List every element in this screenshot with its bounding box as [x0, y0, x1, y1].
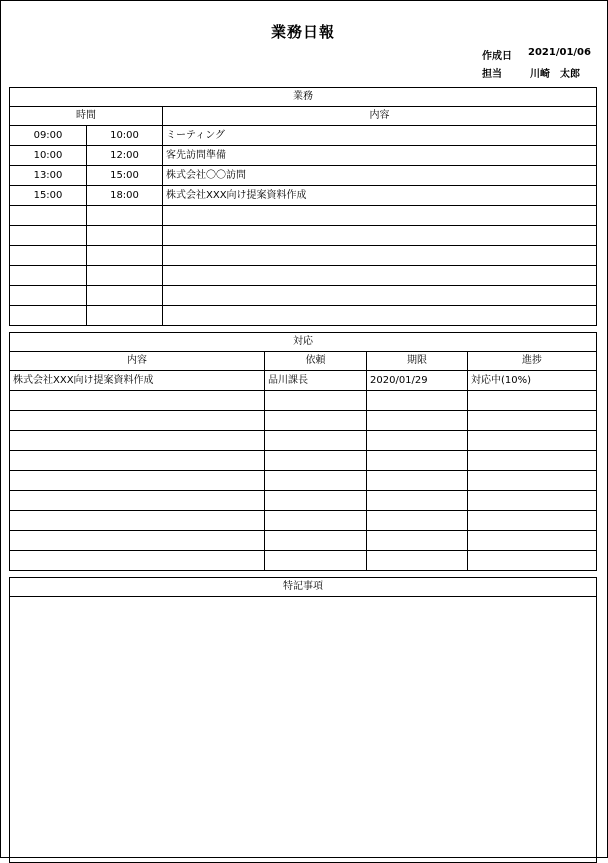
task-end-time[interactable]: [87, 266, 163, 286]
task-end-time[interactable]: 10:00: [87, 126, 163, 146]
action-requester[interactable]: [265, 391, 367, 411]
task-end-time[interactable]: [87, 226, 163, 246]
action-requester[interactable]: [265, 411, 367, 431]
page-title: 業務日報: [270, 23, 335, 41]
progress-header: 進捗: [468, 352, 597, 371]
notes-row: [10, 597, 597, 863]
task-end-time[interactable]: [87, 286, 163, 306]
action-progress[interactable]: [468, 511, 597, 531]
action-deadline[interactable]: [367, 411, 468, 431]
action-row: [10, 431, 597, 451]
action-content[interactable]: [10, 451, 265, 471]
task-start-time[interactable]: 10:00: [10, 146, 87, 166]
notes-section-row: [10, 578, 597, 597]
action-requester[interactable]: [265, 431, 367, 451]
person-value: 川崎 太郎: [530, 69, 580, 80]
action-row: [10, 391, 597, 411]
task-end-time[interactable]: [87, 246, 163, 266]
action-requester[interactable]: [265, 451, 367, 471]
task-content[interactable]: [163, 246, 597, 266]
action-content[interactable]: [10, 531, 265, 551]
task-start-time[interactable]: 13:00: [10, 166, 87, 186]
action-content[interactable]: 株式会社XXX向け提案資料作成: [10, 371, 265, 391]
tasks-section-row: [10, 88, 597, 107]
task-content[interactable]: [163, 266, 597, 286]
action-deadline[interactable]: [367, 491, 468, 511]
task-end-time[interactable]: 12:00: [87, 146, 163, 166]
task-row: [10, 126, 597, 146]
task-content[interactable]: ミーティング: [163, 126, 597, 146]
date-label: 作成日: [482, 51, 512, 62]
task-row: [10, 166, 597, 186]
action-deadline[interactable]: [367, 511, 468, 531]
action-progress[interactable]: [468, 451, 597, 471]
action-row: [10, 451, 597, 471]
action-requester[interactable]: [265, 471, 367, 491]
deadline-header: 期限: [367, 352, 468, 371]
task-end-time[interactable]: 15:00: [87, 166, 163, 186]
tasks-table: [9, 87, 597, 326]
task-end-time[interactable]: [87, 206, 163, 226]
action-content[interactable]: [10, 411, 265, 431]
notes-body[interactable]: [10, 597, 597, 863]
action-deadline[interactable]: [367, 451, 468, 471]
content-header: 内容: [163, 107, 597, 126]
task-content[interactable]: [163, 306, 597, 326]
task-start-time[interactable]: 09:00: [10, 126, 87, 146]
action-content-header: 内容: [10, 352, 265, 371]
task-start-time[interactable]: [10, 266, 87, 286]
task-row: [10, 286, 597, 306]
action-progress[interactable]: [468, 491, 597, 511]
action-progress[interactable]: [468, 431, 597, 451]
task-start-time[interactable]: 15:00: [10, 186, 87, 206]
action-content[interactable]: [10, 391, 265, 411]
task-row: [10, 246, 597, 266]
action-row: [10, 371, 597, 391]
action-requester[interactable]: [265, 511, 367, 531]
notes-table: [9, 577, 597, 863]
actions-section-row: [10, 333, 597, 352]
action-row: [10, 411, 597, 431]
person-label: 担当: [482, 69, 502, 80]
task-content[interactable]: [163, 286, 597, 306]
action-row: [10, 551, 597, 571]
task-content[interactable]: [163, 206, 597, 226]
task-start-time[interactable]: [10, 206, 87, 226]
task-row: [10, 186, 597, 206]
action-deadline[interactable]: 2020/01/29: [367, 371, 468, 391]
action-progress[interactable]: [468, 531, 597, 551]
action-row: [10, 511, 597, 531]
action-requester[interactable]: [265, 531, 367, 551]
notes-section-label: 特記事項: [10, 578, 597, 597]
action-requester[interactable]: [265, 491, 367, 511]
actions-section-label: 対応: [10, 333, 597, 352]
action-progress[interactable]: 対応中(10%): [468, 371, 597, 391]
actions-header-row: [10, 352, 597, 371]
date-value: 2021/01/06: [528, 47, 591, 58]
action-row: [10, 531, 597, 551]
time-header: 時間: [10, 107, 163, 126]
requester-header: 依頼: [265, 352, 367, 371]
task-content[interactable]: [163, 226, 597, 246]
task-start-time[interactable]: [10, 286, 87, 306]
action-deadline[interactable]: [367, 551, 468, 571]
task-content[interactable]: 客先訪問準備: [163, 146, 597, 166]
tasks-section-label: 業務: [10, 88, 597, 107]
task-start-time[interactable]: [10, 306, 87, 326]
action-progress[interactable]: [468, 391, 597, 411]
action-content[interactable]: [10, 491, 265, 511]
action-progress[interactable]: [468, 551, 597, 571]
task-content[interactable]: 株式会社XXX向け提案資料作成: [163, 186, 597, 206]
task-end-time[interactable]: [87, 306, 163, 326]
task-row: [10, 306, 597, 326]
action-deadline[interactable]: [367, 531, 468, 551]
action-deadline[interactable]: [367, 471, 468, 491]
action-row: [10, 471, 597, 491]
task-row: [10, 146, 597, 166]
task-row: [10, 226, 597, 246]
task-start-time[interactable]: [10, 246, 87, 266]
action-row: [10, 491, 597, 511]
action-progress[interactable]: [468, 471, 597, 491]
task-content[interactable]: 株式会社〇〇訪問: [163, 166, 597, 186]
action-content[interactable]: [10, 551, 265, 571]
action-deadline[interactable]: [367, 431, 468, 451]
action-content[interactable]: [10, 511, 265, 531]
task-start-time[interactable]: [10, 226, 87, 246]
action-requester[interactable]: [265, 551, 367, 571]
task-row: [10, 206, 597, 226]
task-row: [10, 266, 597, 286]
action-progress[interactable]: [468, 411, 597, 431]
action-content[interactable]: [10, 471, 265, 491]
tasks-header-row: [10, 107, 597, 126]
task-end-time[interactable]: 18:00: [87, 186, 163, 206]
action-deadline[interactable]: [367, 391, 468, 411]
action-requester[interactable]: 品川課長: [265, 371, 367, 391]
action-content[interactable]: [10, 431, 265, 451]
actions-table: [9, 332, 597, 571]
